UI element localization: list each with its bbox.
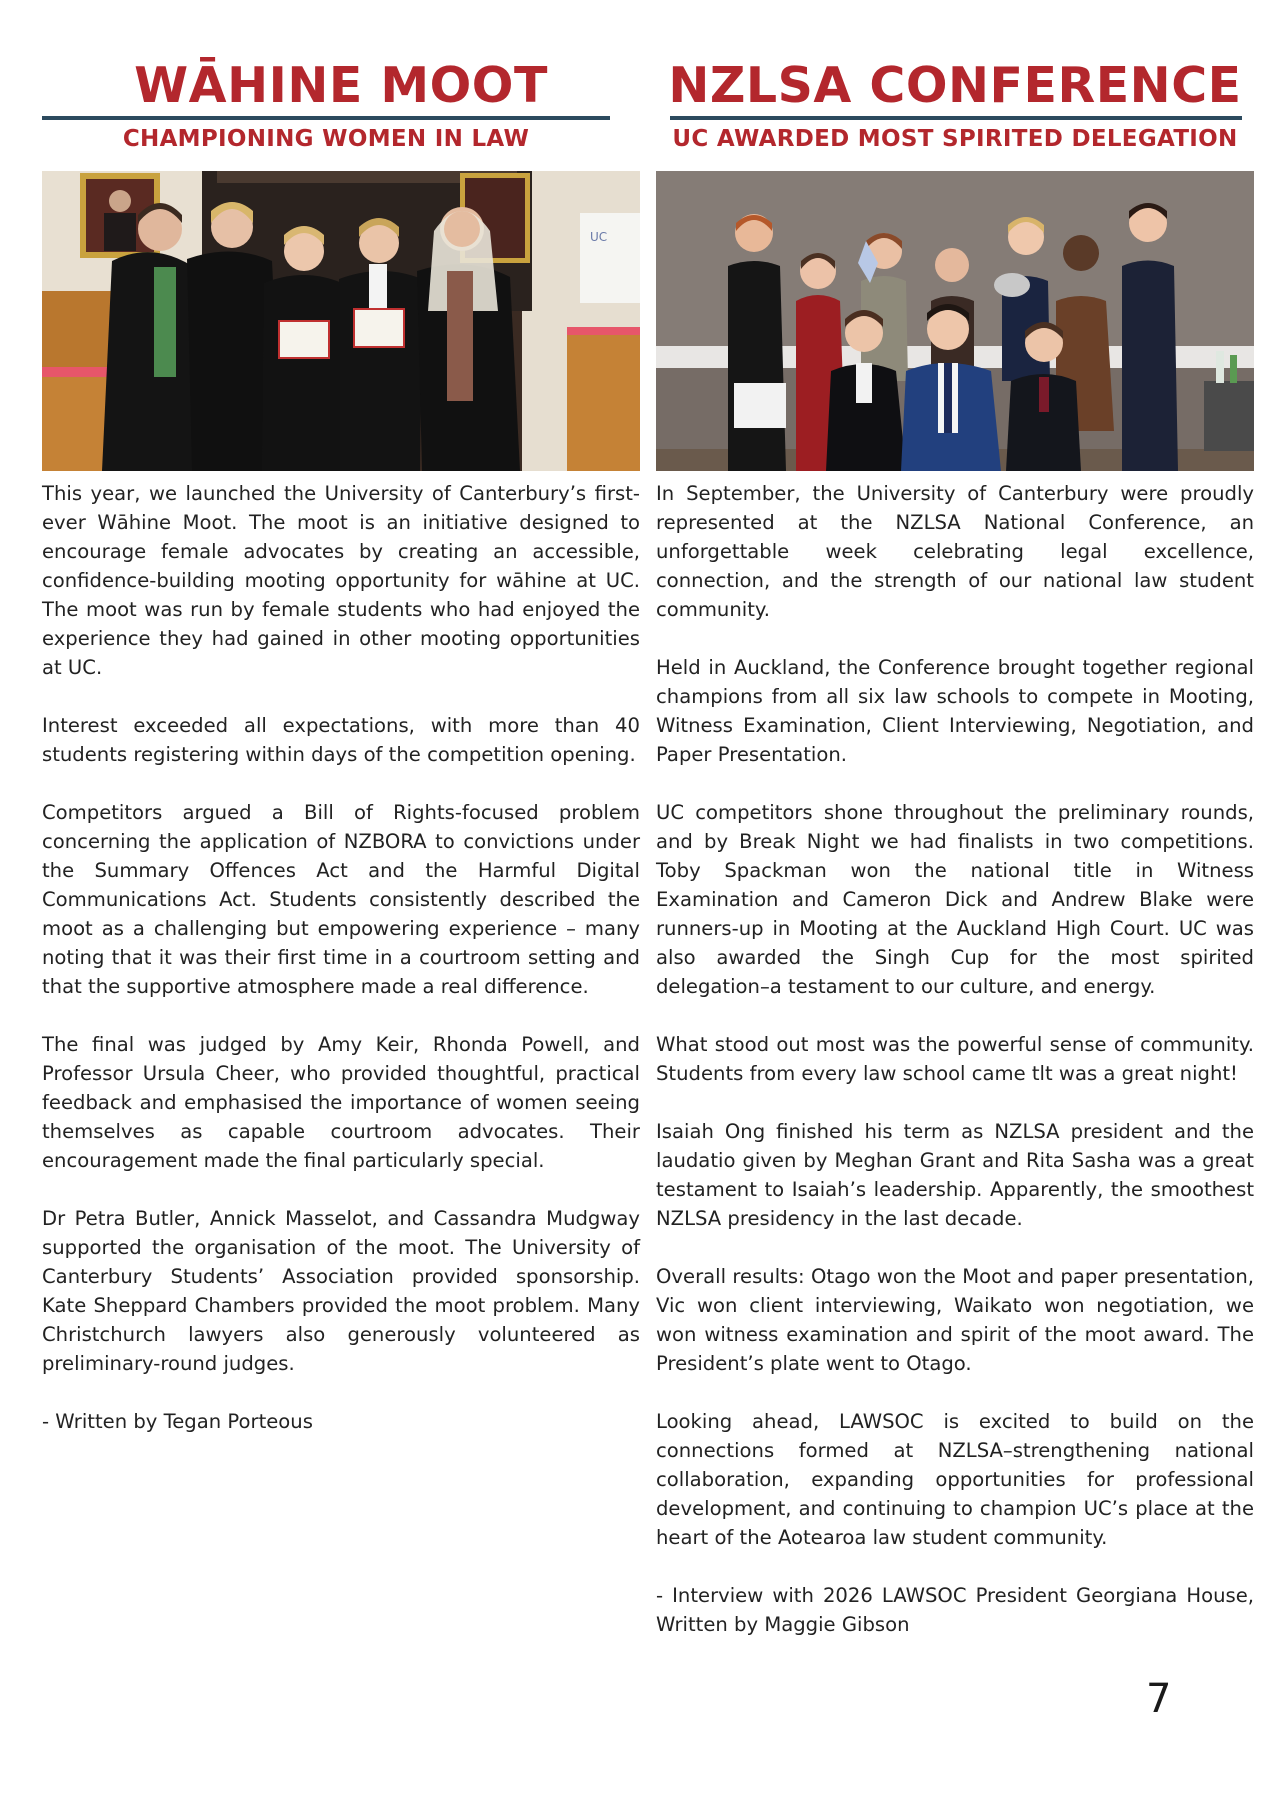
article-byline: - Interview with 2026 LAWSOC President Georgiana House, Written by Maggie Gibson [656,1584,1254,1636]
paragraph: Looking ahead, LAWSOC is excited to build on the connections formed at NZLSA–strengthening national collaboration, expanding opportunities for professional development, and continuing to champion UC’s place at the heart of the Aotearoa law student community. [656,1410,1254,1549]
article-subheading: CHAMPIONING WOMEN IN LAW [122,126,530,152]
svg-text:UC: UC [590,230,608,244]
paragraph: Competitors argued a Bill of Rights-focused problem concerning the application of NZBORA to convictions under the Summary Offences Act and the Harmful Digital Communications Act. Students consistently described the moot as a challenging but empowering experience – many noting that it was their first time in a courtroom setting and that the supportive atmosphere made a real difference. [42,801,640,998]
article-headline: WĀHINE MOOT [134,57,548,114]
headline-divider [42,116,610,120]
article-byline: - Written by Tegan Porteous [42,1410,313,1433]
photo-nzlsa-delegation [656,171,1254,471]
photo-wahine-moot-group [42,171,640,471]
paragraph: The final was judged by Amy Keir, Rhonda Powell, and Professor Ursula Cheer, who provided thoughtful, practical feedback and emphasised the importance of women seeing themselves as capable courtroom advocates. Their encouragement made the final particularly special. [42,1033,640,1172]
paragraph: Dr Petra Butler, Annick Masselot, and Cassandra Mudgway supported the organisation of the moot. The University of Canterbury Students’ Association provided sponsorship. Kate Sheppard Chambers provided the moot problem. Many Christchurch lawyers also generously volunteered as preliminary-round judges. [42,1207,640,1375]
article-headline: NZLSA CONFERENCE [668,57,1242,114]
article-body [42,479,640,1465]
article-body [656,479,1254,1668]
paragraph: Isaiah Ong finished his term as NZLSA president and the laudatio given by Meghan Grant and Rita Sasha was a great testament to Isaiah’s leadership. Apparently, the smoothest NZLSA presidency in the last decade. [656,1120,1254,1230]
paragraph: Overall results: Otago won the Moot and paper presentation, Vic won client interviewing, Waikato won negotiation, we won witness examination and spirit of the moot award. The President’s plate went to Otago. [656,1265,1254,1375]
paragraph: UC competitors shone throughout the preliminary rounds, and by Break Night we had finalists in two competitions. Toby Spackman won the national title in Witness Examination and Cameron Dick and Andrew Blake were runners-up in Mooting at the Auckland High Court. UC was also awarded the Singh Cup for the most spirited delegation–a testament to our culture, and energy. [656,801,1254,998]
paragraph: This year, we launched the University of Canterbury’s first-ever Wāhine Moot. The moot is an initiative designed to encourage female advocates by creating an accessible, confidence-building mooting opportunity for wāhine at UC. The moot was run by female students who had enjoyed the experience they had gained in other mooting opportunities at UC. [42,482,640,679]
paragraph: What stood out most was the powerful sense of community. Students from every law school came tlt was a great night! [656,1033,1254,1085]
article-subheading: UC AWARDED MOST SPIRITED DELEGATION [672,126,1238,152]
paragraph: Held in Auckland, the Conference brought together regional champions from all six law schools to compete in Mooting, Witness Examination, Client Interviewing, Negotiation, and Paper Presentation. [656,656,1254,766]
headline-divider [670,116,1242,120]
paragraph: In September, the University of Canterbury were proudly represented at the NZLSA National Conference, an unforgettable week celebrating legal excellence, connection, and the strength of our national law student community. [656,482,1254,621]
paragraph: Interest exceeded all expectations, with more than 40 students registering within days of the competition opening. [42,714,640,766]
page-number: 7 [1146,1676,1172,1722]
